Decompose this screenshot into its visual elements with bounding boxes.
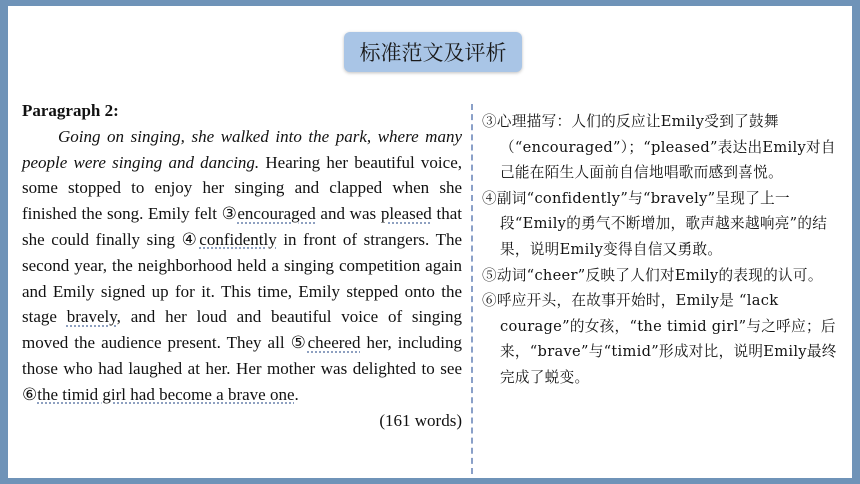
commentary [482,109,844,391]
highlight-pleased: pleased [380,204,432,224]
slide [8,6,852,478]
text-run: in front of strangers. The second year, the neighborhood held a singing competition again and Emily signed up for it. This time, Emily stepped onto the stage [22,229,462,327]
text-run: that she could finally sing [22,204,462,249]
highlight-encouraged: encouraged [237,204,316,224]
highlight-confidently: confidently [199,229,277,249]
text-run: , and her loud and beautiful voice of singing moved the audience present. They all [22,307,462,353]
note-6: ⑥呼应开头，在故事开始时，Emily是 “lack courage”的女孩，“the timid girl”与之呼应；后来，“brave”与“timid”形成对比，说明Emily最终完成了蜕变。 [482,292,837,386]
paragraph-body [22,124,462,408]
highlight-brave-one: the timid girl had become a brave one [37,384,295,404]
text-run: and was [315,204,381,224]
highlight-bravely: bravely [66,307,117,327]
note-5: ⑤动词“cheer”反映了人们对Emily的表现的认可。 [482,266,823,284]
text-run: Hearing her beautiful voice, some stopped to enjoy her singing and clapped when she finished the song. Emily felt [22,152,462,224]
highlight-cheered: cheered [307,333,361,353]
note-4: ④副词“confidently”与“bravely”呈现了上一段“Emily的勇气不断增加，歌声越来越响亮”的结果，说明Emily变得自信又勇敢。 [482,189,828,258]
model-essay [22,98,462,433]
page-title: 标准范文及评析 [344,32,522,72]
paragraph-heading: Paragraph 2: [22,101,119,120]
marker-3: ③ [221,204,238,224]
opening-sentence: Going on singing, she walked into the park, where many people were singing and dancing. [22,126,462,172]
marker-5: ⑤ [290,333,308,353]
text-run: her, including those who had laughed at her. Her mother was delighted to see [22,333,462,378]
word-count: (161 words) [379,410,462,430]
marker-6: ⑥ [22,384,38,404]
column-divider [471,104,473,474]
marker-4: ④ [181,229,200,249]
note-3: ③心理描写：人们的反应让Emily受到了鼓舞（“encouraged”）；“pleased”表达出Emily对自己能在陌生人面前自信地唱歌而感到喜悦。 [482,113,836,182]
text-run: . [294,384,299,404]
